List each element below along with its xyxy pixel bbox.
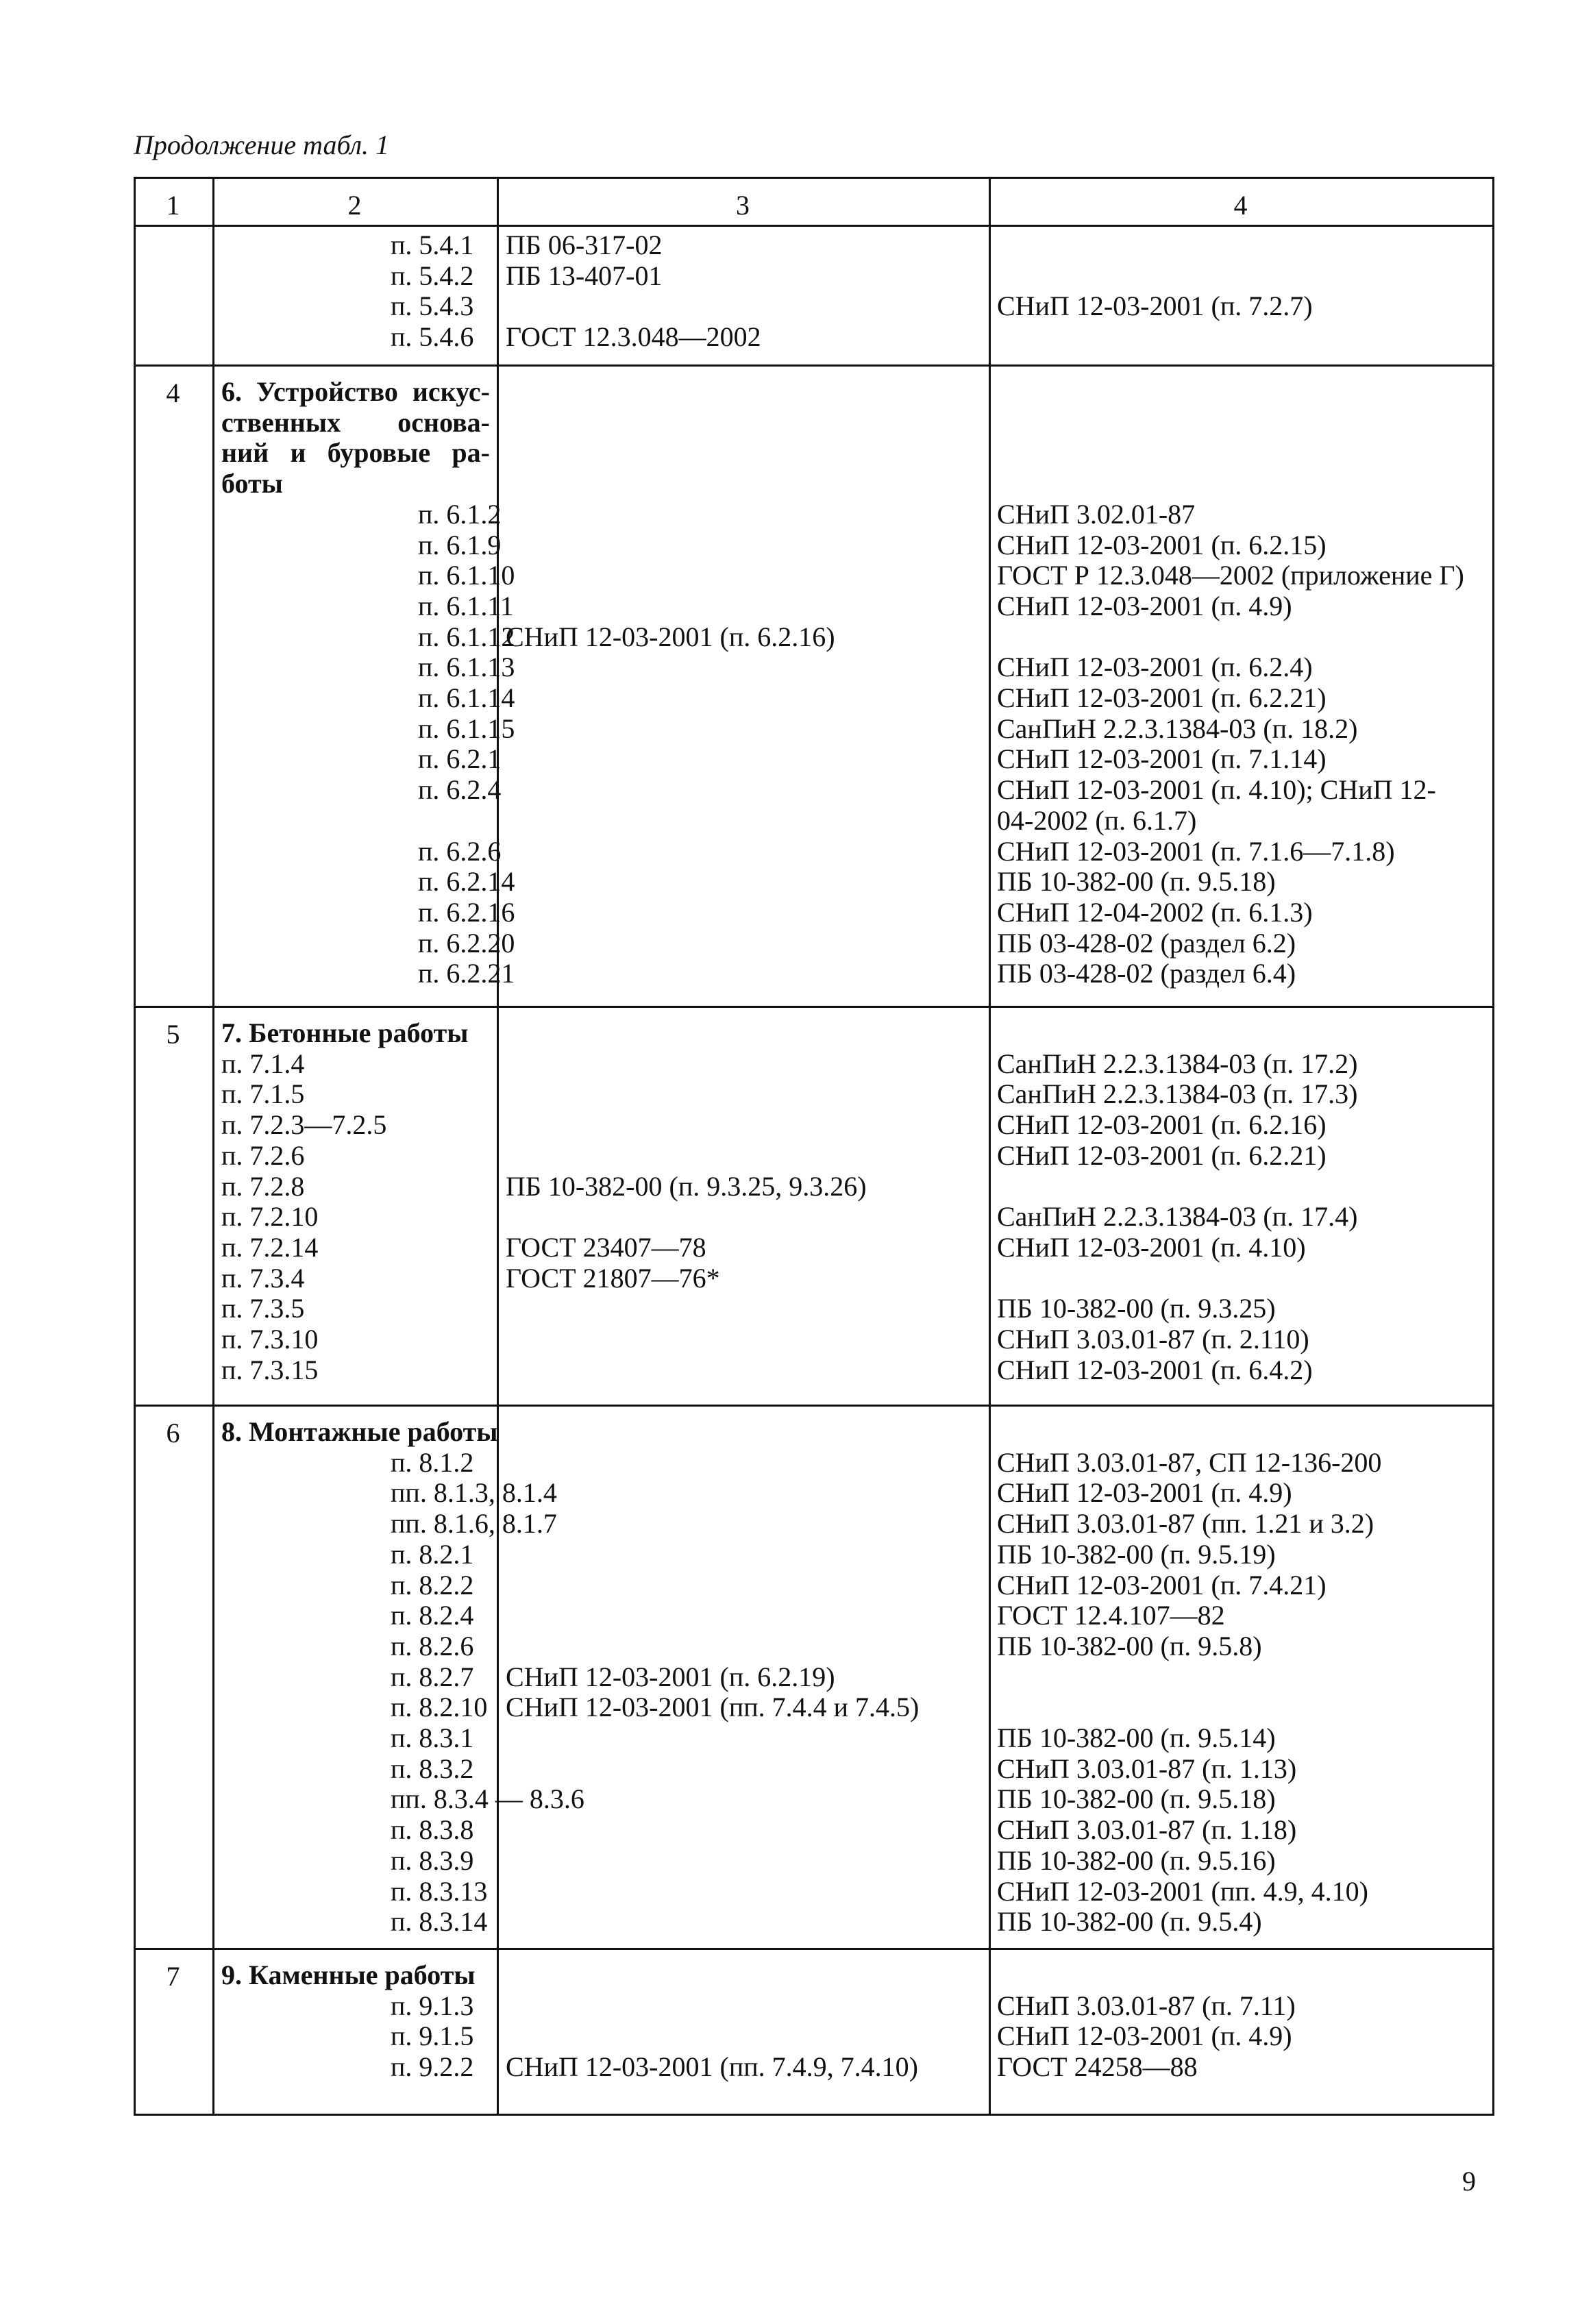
normative-ref: СНиП 3.03.01-87, СП 12-136-200 xyxy=(997,1446,1382,1478)
clause-ref: п. 7.2.8 xyxy=(221,1170,305,1202)
clause-ref: п. 7.1.4 xyxy=(221,1048,305,1079)
header-col-2: 2 xyxy=(347,190,362,221)
normative-ref: ПБ 10-382-00 (п. 9.5.16) xyxy=(997,1844,1276,1876)
normative-ref: СНиП 12-03-2001 (п. 7.1.6—7.1.8) xyxy=(997,835,1395,867)
normative-ref: СНиП 12-03-2001 (п. 7.4.21) xyxy=(997,1569,1327,1600)
clause-ref: п. 8.2.10 xyxy=(391,1692,488,1723)
normative-ref: СанПиН 2.2.3.1384-03 (п. 17.3) xyxy=(997,1078,1358,1110)
clause-ref: п. 6.2.21 xyxy=(418,958,515,989)
normative-ref: ПБ 10-382-00 (п. 9.5.4) xyxy=(997,1906,1262,1938)
normative-ref: СНиП 3.03.01-87 (п. 1.18) xyxy=(997,1814,1297,1846)
clause-ref: п. 9.2.2 xyxy=(391,2051,474,2083)
clause-ref: п. 6.1.12 xyxy=(418,621,515,652)
normative-ref: ПБ 03-428-02 (раздел 6.2) xyxy=(997,927,1296,959)
normative-ref: СНиП 12-03-2001 (п. 6.2.16) xyxy=(997,1109,1327,1141)
clause-ref: п. 7.3.15 xyxy=(221,1354,319,1385)
normative-ref: СНиП 12-03-2001 (п. 6.2.21) xyxy=(997,1139,1327,1171)
normative-ref: СНиП 12-03-2001 (п. 7.2.7) xyxy=(997,290,1313,322)
document-ref: СНиП 12-03-2001 (п. 6.2.19) xyxy=(506,1661,835,1692)
normative-ref: 04-2002 (п. 6.1.7) xyxy=(997,804,1197,836)
normative-ref: СНиП 3.02.01-87 xyxy=(997,498,1196,530)
normative-ref: ПБ 10-382-00 (п. 9.5.18) xyxy=(997,866,1276,898)
normative-ref: ПБ 10-382-00 (п. 9.3.25) xyxy=(997,1293,1276,1324)
normative-ref: СНиП 3.03.01-87 (п. 7.11) xyxy=(997,1990,1296,2021)
clause-ref: п. 6.2.14 xyxy=(418,866,515,898)
section-title: боты xyxy=(221,468,283,499)
document-ref: ГОСТ 21807—76* xyxy=(506,1262,720,1294)
clause-ref: пп. 8.3.4 — 8.3.6 xyxy=(391,1783,584,1815)
clause-ref: п. 7.3.5 xyxy=(221,1293,305,1324)
clause-ref: п. 8.3.2 xyxy=(391,1753,474,1784)
clause-ref: п. 5.4.1 xyxy=(391,230,474,260)
document-ref: СНиП 12-03-2001 (п. 6.2.16) xyxy=(506,621,835,652)
clause-ref: п. 9.1.5 xyxy=(391,2020,474,2052)
clause-ref: п. 7.2.6 xyxy=(221,1139,305,1171)
normative-ref: ПБ 10-382-00 (п. 9.5.14) xyxy=(997,1722,1276,1753)
clause-ref: п. 6.1.2 xyxy=(418,498,502,530)
normative-ref: СНиП 12-03-2001 (п. 6.2.15) xyxy=(997,529,1327,560)
clause-ref: п. 5.4.6 xyxy=(391,321,474,353)
clause-ref: п. 6.1.13 xyxy=(418,652,515,683)
header-col-1: 1 xyxy=(166,190,180,221)
clause-ref: п. 6.1.14 xyxy=(418,682,515,713)
document-ref: СНиП 12-03-2001 (пп. 7.4.4 и 7.4.5) xyxy=(506,1692,920,1723)
clause-ref: п. 8.3.8 xyxy=(391,1814,474,1846)
document-ref: ГОСТ 23407—78 xyxy=(506,1231,706,1263)
clause-ref: п. 8.3.9 xyxy=(391,1844,474,1876)
section-title: 6. Устройство искус- xyxy=(221,376,490,407)
document-ref: ПБ 13-407-01 xyxy=(506,260,663,291)
clause-ref: п. 7.2.14 xyxy=(221,1231,319,1263)
row-number: 6 xyxy=(166,1418,180,1448)
clause-ref: п. 7.3.10 xyxy=(221,1324,319,1355)
clause-ref: п. 8.3.1 xyxy=(391,1722,474,1753)
header-col-4: 4 xyxy=(1233,190,1248,221)
document-ref: ПБ 10-382-00 (п. 9.3.25, 9.3.26) xyxy=(506,1170,867,1202)
normative-ref: СанПиН 2.2.3.1384-03 (п. 17.2) xyxy=(997,1048,1358,1079)
clause-ref: п. 6.2.4 xyxy=(418,774,502,806)
normative-ref: СНиП 12-04-2002 (п. 6.1.3) xyxy=(997,896,1313,928)
clause-ref: п. 5.4.3 xyxy=(391,290,474,322)
clause-ref: п. 9.1.3 xyxy=(391,1990,474,2021)
page-number: 9 xyxy=(1462,2166,1476,2197)
clause-ref: п. 7.3.4 xyxy=(221,1262,305,1294)
header-col-3: 3 xyxy=(736,190,750,221)
clause-ref: п. 6.2.6 xyxy=(418,835,502,867)
row-number: 5 xyxy=(166,1019,180,1050)
clause-ref: п. 6.1.10 xyxy=(418,560,515,591)
normative-ref: ПБ 03-428-02 (раздел 6.4) xyxy=(997,958,1296,989)
section-title: ний и буровые ра- xyxy=(221,437,490,469)
normative-ref: ПБ 10-382-00 (п. 9.5.19) xyxy=(997,1538,1276,1570)
clause-ref: п. 8.2.2 xyxy=(391,1569,474,1600)
clause-ref: п. 8.1.2 xyxy=(391,1446,474,1478)
normative-ref: ГОСТ 12.4.107—82 xyxy=(997,1600,1225,1631)
section-title: 8. Монтажные работы xyxy=(221,1416,498,1447)
clause-ref: пп. 8.1.3, 8.1.4 xyxy=(391,1477,557,1509)
normative-ref: СНиП 12-03-2001 (п. 6.2.21) xyxy=(997,682,1327,713)
normative-ref: ПБ 10-382-00 (п. 9.5.18) xyxy=(997,1783,1276,1815)
clause-ref: п. 7.1.5 xyxy=(221,1078,305,1110)
clause-ref: п. 6.1.15 xyxy=(418,713,515,744)
section-title: 9. Каменные работы xyxy=(221,1960,476,1990)
clause-ref: п. 8.2.1 xyxy=(391,1538,474,1570)
standards-table xyxy=(134,177,1494,2116)
clause-ref: пп. 8.1.6, 8.1.7 xyxy=(391,1508,557,1540)
clause-ref: п. 8.3.14 xyxy=(391,1906,488,1938)
normative-ref: СНиП 12-03-2001 (п. 4.10); СНиП 12- xyxy=(997,774,1436,806)
table-caption: Продолжение табл. 1 xyxy=(134,129,390,160)
section-title: 7. Бетонные работы xyxy=(221,1017,469,1048)
normative-ref: СНиП 12-03-2001 (п. 6.4.2) xyxy=(997,1354,1313,1385)
clause-ref: п. 6.2.16 xyxy=(418,896,515,928)
normative-ref: СНиП 12-03-2001 (п. 4.10) xyxy=(997,1231,1306,1263)
row-number: 4 xyxy=(166,378,180,408)
clause-ref: п. 6.1.9 xyxy=(418,529,502,560)
clause-ref: п. 6.2.1 xyxy=(418,743,502,775)
normative-ref: СНиП 12-03-2001 (п. 4.9) xyxy=(997,590,1292,621)
clause-ref: п. 6.2.20 xyxy=(418,927,515,959)
normative-ref: ГОСТ Р 12.3.048—2002 (приложение Г) xyxy=(997,560,1464,591)
normative-ref: СанПиН 2.2.3.1384-03 (п. 17.4) xyxy=(997,1201,1358,1233)
clause-ref: п. 6.1.11 xyxy=(418,590,514,621)
normative-ref: СанПиН 2.2.3.1384-03 (п. 18.2) xyxy=(997,713,1358,744)
normative-ref: СНиП 12-03-2001 (п. 4.9) xyxy=(997,1477,1292,1509)
normative-ref: СНиП 3.03.01-87 (пп. 1.21 и 3.2) xyxy=(997,1508,1374,1540)
normative-ref: ГОСТ 24258—88 xyxy=(997,2051,1198,2083)
clause-ref: п. 7.2.3—7.2.5 xyxy=(221,1109,387,1141)
normative-ref: СНиП 12-03-2001 (пп. 4.9, 4.10) xyxy=(997,1875,1368,1907)
normative-ref: ПБ 10-382-00 (п. 9.5.8) xyxy=(997,1630,1262,1661)
normative-ref: СНиП 12-03-2001 (п. 7.1.14) xyxy=(997,743,1327,775)
normative-ref: СНиП 12-03-2001 (п. 4.9) xyxy=(997,2020,1292,2052)
normative-ref: СНиП 12-03-2001 (п. 6.2.4) xyxy=(997,652,1313,683)
normative-ref: СНиП 3.03.01-87 (п. 1.13) xyxy=(997,1753,1297,1784)
document-ref: ПБ 06-317-02 xyxy=(506,230,663,260)
row-number: 7 xyxy=(166,1961,180,1992)
clause-ref: п. 8.2.6 xyxy=(391,1630,474,1661)
clause-ref: п. 8.2.4 xyxy=(391,1600,474,1631)
clause-ref: п. 7.2.10 xyxy=(221,1201,319,1233)
clause-ref: п. 8.2.7 xyxy=(391,1661,474,1692)
clause-ref: п. 8.3.13 xyxy=(391,1875,488,1907)
document-ref: СНиП 12-03-2001 (пп. 7.4.9, 7.4.10) xyxy=(506,2051,918,2083)
section-title: ственных основа- xyxy=(221,406,490,438)
document-ref: ГОСТ 12.3.048—2002 xyxy=(506,321,761,353)
clause-ref: п. 5.4.2 xyxy=(391,260,474,291)
normative-ref: СНиП 3.03.01-87 (п. 2.110) xyxy=(997,1324,1309,1355)
